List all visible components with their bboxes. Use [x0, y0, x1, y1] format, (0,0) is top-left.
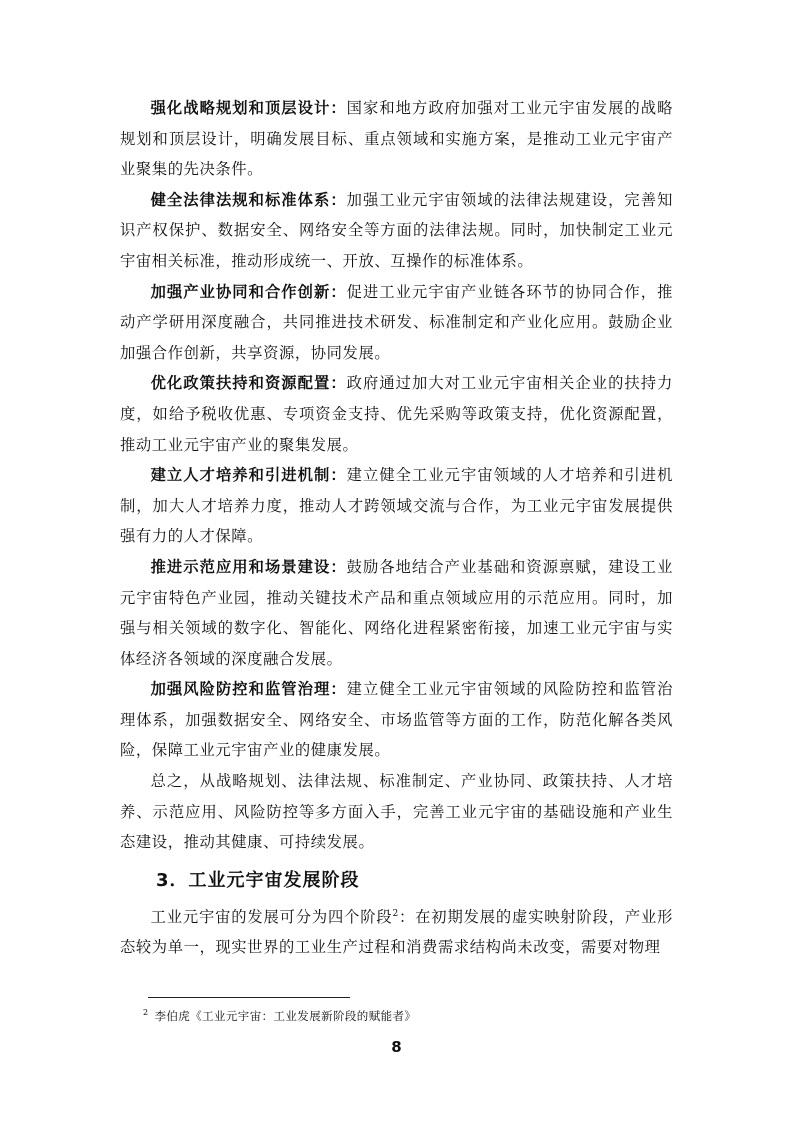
- paragraph-text: 总之，从战略规划、法律法规、标准制定、产业协同、政策扶持、人才培养、示范应用、风险防控等多方面入手，完善工业元宇宙的基础设施和产业生态建设，推动其健康、可持续发展。: [120, 772, 673, 852]
- paragraph-talent: [120, 460, 673, 552]
- paragraph-text: 促进工业元宇宙产业链各环节的协同合作，推动产学研用深度融合，共同推进技术研发、标准制定和产业化应用。鼓励企业加强合作创新，共享资源，协同发展。: [120, 282, 673, 362]
- section-heading: 3．工业元宇宙发展阶段: [156, 869, 360, 891]
- paragraph-industry-collaboration: [120, 277, 673, 369]
- footnote: [143, 1008, 416, 1024]
- footnote-reference[interactable]: 2: [392, 908, 399, 919]
- paragraph-text: 加强工业元宇宙领域的法律法规建设，完善知识产权保护、数据安全、网络安全等方面的法律法规。同时，加快制定工业元宇宙相关标准，推动形成统一、开放、互操作的标准体系。: [120, 190, 673, 270]
- paragraph-strategic-planning: [120, 93, 673, 185]
- paragraph-text: 建立健全工业元宇宙领域的人才培养和引进机制，加大人才培养力度，推动人才跨领域交流与合作，为工业元宇宙发展提供强有力的人才保障。: [120, 466, 673, 546]
- paragraph-text: 政府通过加大对工业元宇宙相关企业的扶持力度，如给予税收优惠、专项资金支持、优先采购等政策支持，优化资源配置，推动工业元宇宙产业的聚集发展。: [120, 374, 673, 454]
- footnote-mark: 2: [143, 1008, 149, 1018]
- paragraph-text-before-note: 工业元宇宙的发展可分为四个阶段: [150, 907, 393, 926]
- paragraph-lead: 健全法律法规和标准体系：: [150, 190, 347, 209]
- paragraph-text: 国家和地方政府加强对工业元宇宙发展的战略规划和顶层设计，明确发展目标、重点领域和实施方案，是推动工业元宇宙产业聚集的先决条件。: [120, 99, 673, 179]
- paragraph-demonstration: [120, 552, 673, 674]
- paragraph-lead: 推进示范应用和场景建设：: [150, 557, 347, 576]
- paragraph-text-after-note: ：在初期发展的虚实映射阶段，产业形态较为单一，现实世界的工业生产过程和消费需求结构尚未改变，需要对物理: [120, 907, 673, 957]
- paragraph-summary: [120, 766, 673, 858]
- paragraph-policy-support: [120, 368, 673, 460]
- paragraph-lead: 加强风险防控和监管治理：: [150, 680, 347, 699]
- footnote-divider: [148, 997, 350, 998]
- footnote-text: 李伯虎《工业元宇宙：工业发展新阶段的赋能者》: [154, 1009, 417, 1023]
- paragraph-laws-standards: [120, 185, 673, 277]
- paragraph-lead: 建立人才培养和引进机制：: [150, 466, 347, 485]
- page-number: 8: [391, 1038, 402, 1056]
- paragraph-lead: 加强产业协同和合作创新：: [150, 282, 347, 301]
- paragraph-risk-control: [120, 674, 673, 766]
- paragraph-text: 鼓励各地结合产业基础和资源禀赋，建设工业元宇宙特色产业园，推动关键技术产品和重点领域应用的示范应用。同时，加强与相关领域的数字化、智能化、网络化进程紧密衔接，加速工业元宇宙与实体经济各领域的深度融合发展。: [120, 557, 673, 668]
- paragraph-lead: 强化战略规划和顶层设计：: [150, 99, 347, 117]
- paragraph-lead: 优化政策扶持和资源配置：: [150, 374, 347, 393]
- paragraph-text: 建立健全工业元宇宙领域的风险防控和监管治理体系，加强数据安全、网络安全、市场监管等方面的工作，防范化解各类风险，保障工业元宇宙产业的健康发展。: [120, 680, 673, 760]
- page-content: [120, 93, 673, 963]
- paragraph-stages-intro: [120, 902, 673, 963]
